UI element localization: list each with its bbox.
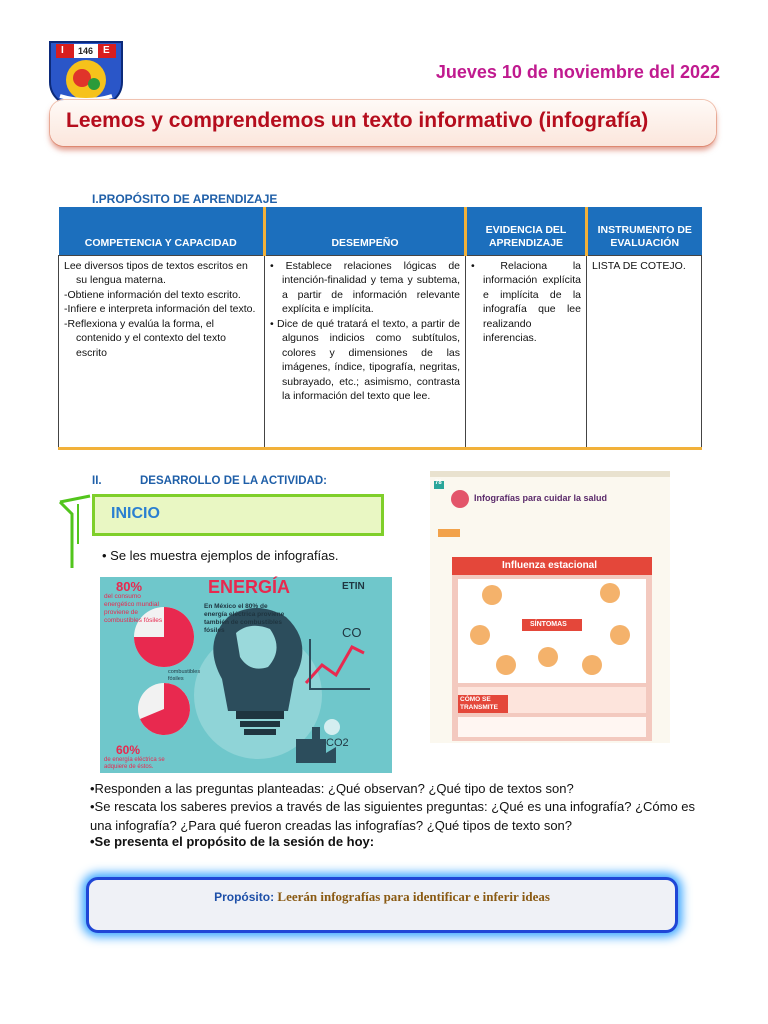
stat-80-text: del consumo energético mundial proviene de combustibles fósiles — [104, 593, 163, 624]
table-header-row — [59, 207, 702, 255]
inicio-box — [92, 494, 384, 536]
page-title: Leemos y comprendemos un texto informativo (infografía) — [66, 109, 649, 132]
infographic-influenza — [430, 471, 670, 743]
section-title: DESARROLLO DE LA ACTIVIDAD: — [140, 475, 327, 487]
section-heading-proposito: I.PROPÓSITO DE APRENDIZAJE — [92, 192, 278, 206]
instrumento-text: LISTA DE COTEJO. — [592, 259, 686, 272]
mexico-text: En México el 80% de energía eléctrica proviene también de combustibles fósiles — [204, 603, 285, 634]
proposito-label: Propósito: — [214, 890, 275, 904]
sintomas-label: SÍNTOMAS — [530, 621, 567, 628]
influenza-subtitle: Influenza estacional — [502, 560, 598, 571]
logo-letter-right: E — [103, 45, 110, 56]
competencia-line: -Obtiene información del texto escrito. — [64, 288, 241, 301]
stat-80-pct: 80% — [116, 579, 143, 594]
question-line: •Se rescata los saberes previos a través de las siguientes preguntas: ¿Qué es una infografía? ¿Cómo es una infografía? ¿Para qué fueron creadas las infografías? ¿Qué tipos de texto son? — [90, 799, 696, 833]
cell-instrumento — [587, 255, 702, 448]
infographic-title: Infografías para cuidar la salud — [474, 493, 608, 503]
infographic-energia — [100, 577, 392, 773]
competencia-line: -Infiere e interpreta información del texto. — [64, 303, 256, 315]
column-header: COMPETENCIA Y CAPACIDAD — [59, 207, 265, 255]
logo-letter-left: I — [61, 45, 64, 56]
etin-brand: ETIN — [342, 581, 365, 592]
column-header: DESEMPEÑO — [265, 207, 466, 255]
session-date: Jueves 10 de noviembre del 2022 — [435, 62, 720, 82]
stat-60-text: de energía eléctrica se adquiere de éstos. — [104, 757, 165, 770]
stat-60-pct: 60% — [116, 743, 141, 757]
cell-evidencia — [466, 255, 587, 448]
energia-title: ENERGÍA — [208, 577, 291, 597]
infographic-page-tag: 78 — [435, 480, 442, 486]
co2-label: CO2 — [326, 737, 349, 749]
question-line: •Se presenta el propósito de la sesión de hoy: — [90, 834, 375, 849]
competencia-line: Lee diversos tipos de textos escritos en su lengua materna. — [64, 259, 248, 286]
question-line: •Responden a las preguntas planteadas: ¿Qué observan? ¿Qué tipo de textos son? — [90, 781, 574, 796]
evidencia-text: • Relaciona la información explícita e implícita de la infografía que lee realizando inferencias. — [471, 259, 581, 344]
transmite-label: CÓMO SE TRANSMITE — [460, 696, 498, 711]
co-label: CO — [342, 625, 362, 640]
proposito-line — [89, 889, 675, 905]
bullet-examples-text: Se les muestra ejemplos de infografías. — [110, 548, 339, 563]
desempeno-item: • Establece relaciones lógicas de intención-finalidad y tema y subtema, a partir de información relevante explícita e implícita. — [270, 259, 460, 315]
section-heading-desarrollo — [92, 475, 327, 487]
combustibles-label: combustibles fósiles — [168, 669, 201, 682]
table-row — [59, 255, 702, 448]
logo-number: 146 — [78, 46, 94, 56]
desempeno-item: • Dice de qué tratará el texto, a partir de algunos indicios como subtítulos, colores y dimensiones de las imágenes, índice, tipografía, negritas, subrayado, etc.; asimismo, contrasta la información del texto que lee. — [270, 317, 460, 402]
proposito-text: Leerán infografías para identificar e inferir ideas — [277, 889, 550, 904]
learning-purpose-table — [58, 207, 702, 450]
inicio-label: INICIO — [111, 505, 160, 522]
bullet-examples: • Se les muestra ejemplos de infografías. — [102, 548, 339, 563]
cell-desempeno — [265, 255, 466, 448]
section-number: II. — [92, 475, 102, 487]
cell-competencia — [59, 255, 265, 448]
title-banner — [50, 100, 716, 146]
column-header: EVIDENCIA DEL APRENDIZAJE — [466, 207, 587, 255]
green-bracket-decoration — [58, 494, 92, 570]
column-header: INSTRUMENTO DE EVALUACIÓN — [587, 207, 702, 255]
competencia-line: -Reflexiona y evalúa la forma, el contenido y el contexto del texto escrito — [64, 317, 227, 359]
proposito-box — [86, 877, 678, 933]
